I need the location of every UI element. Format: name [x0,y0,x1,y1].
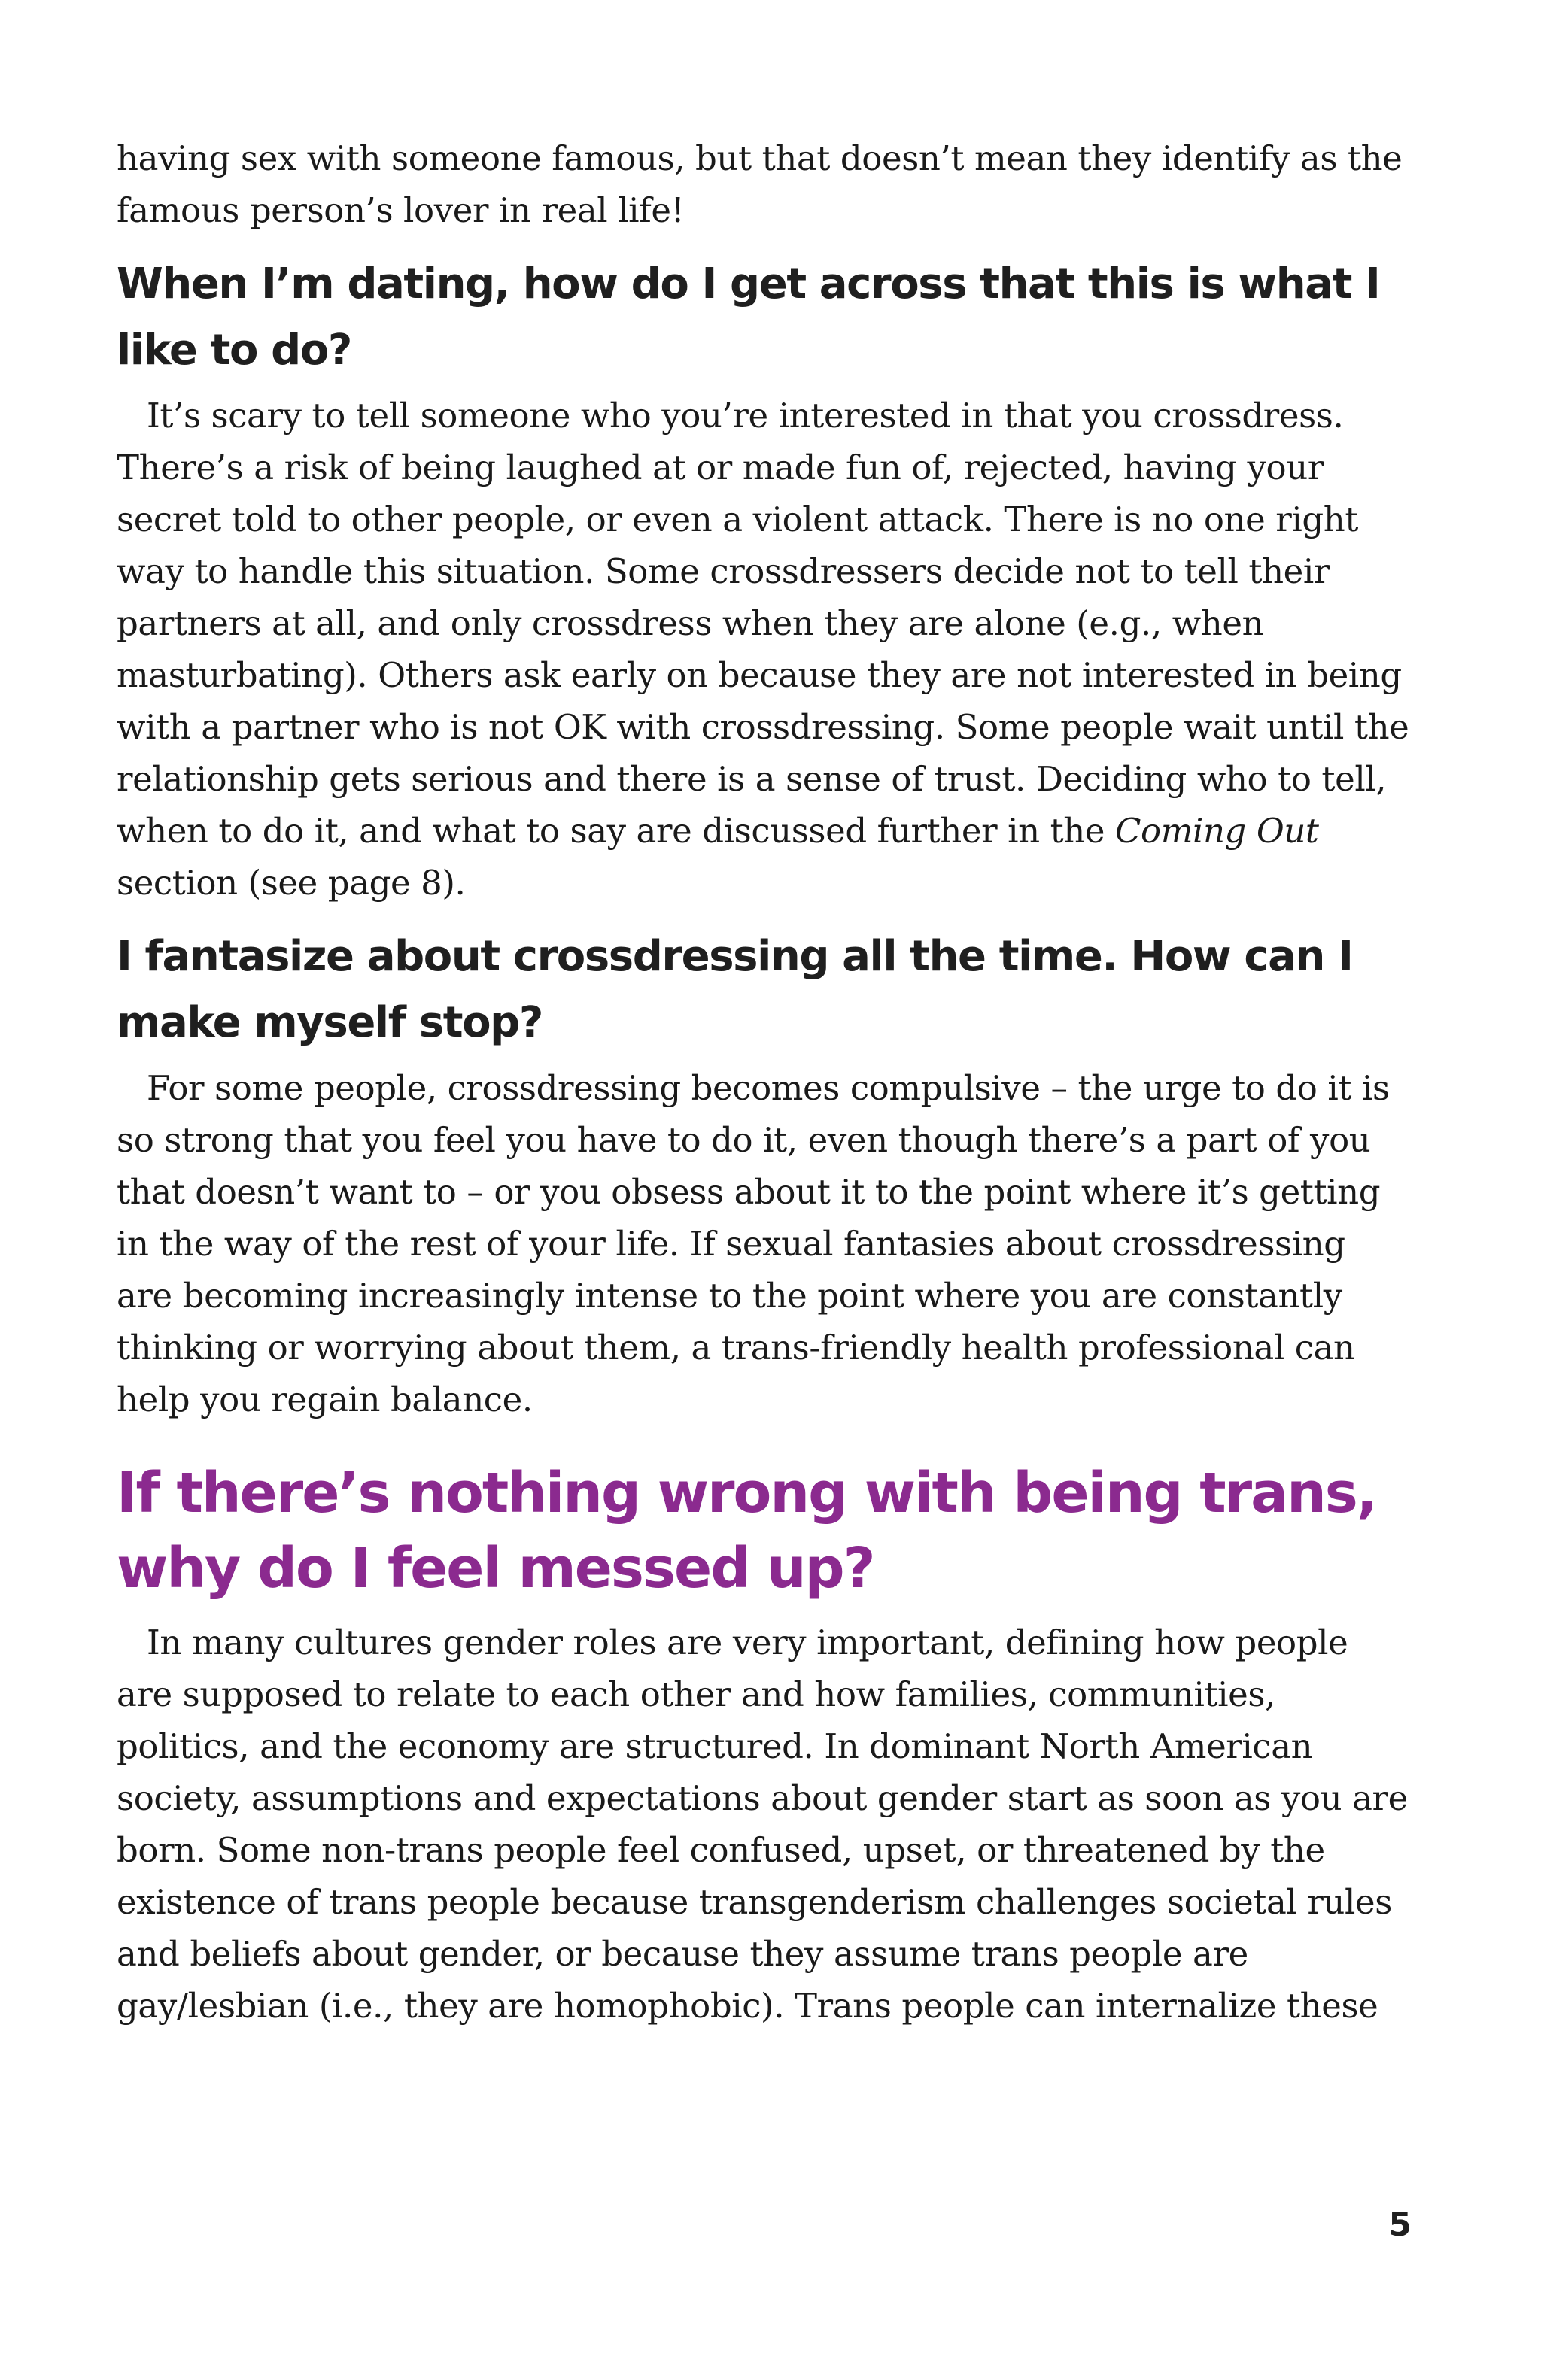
intro-paragraph: having sex with someone famous, but that doesn’t mean they identify as the famous person’s lover in real life! [117,138,1403,230]
answer-paragraph-fantasize: For some people, crossdressing becomes compulsive – the urge to do it is so strong that you feel you have to do it, even though there’s a part of you that doesn’t want to – or you obsess about it to the point where it’s getting in the way of the rest of your life. If sexual fantasies about crossdressing are becoming increasingly intense to the point where you are constantly thinking or worrying about them, a trans-friendly health professional can help you regain balance. [117,1068,1390,1419]
page-number: 5 [1388,2205,1412,2244]
section-paragraph: In many cultures gender roles are very important, defining how people are supposed to relate to each other and how families, communities, politics, and the economy are structured. In dominant North American society, assumptions and expectations about gender start as soon as you are born. Some non-trans people feel confused, upset, or threatened by the existence of trans people because transgenderism challenges societal rules and beliefs about gender, or because they assume trans people are gay/lesbian (i.e., they are homophobic). Trans people can internalize these [117,1623,1408,2026]
answer-text-end: section (see page 8). [117,863,466,903]
answer-text: It’s scary to tell someone who you’re interested in that you crossdress. There’s a risk of being laughed at or made fun of, rejected, having your secret told to other people, or even a violent attack. There is no one right way to handle this situation. Some crossdressers decide not to tell their partners at all, and only crossdress when they are alone (e.g., when masturbating). Others ask early on because they are not interested in being with a partner who is not OK with crossdressing. Some people wait until the relationship gets serious and there is a sense of trust. Deciding who to tell, when to do it, and what to say are discussed further in the [117,396,1409,851]
question-heading-dating: When I’m dating, how do I get across that this is what I like to do? [117,260,1380,375]
page-content [117,132,1411,2032]
answer-paragraph-dating [117,390,1411,909]
coming-out-reference: Coming Out [1114,811,1319,851]
question-heading-fantasize: I fantasize about crossdressing all the time. How can I make myself stop? [117,932,1353,1047]
section-heading: If there’s nothing wrong with being trans, why do I feel messed up? [117,1461,1376,1601]
